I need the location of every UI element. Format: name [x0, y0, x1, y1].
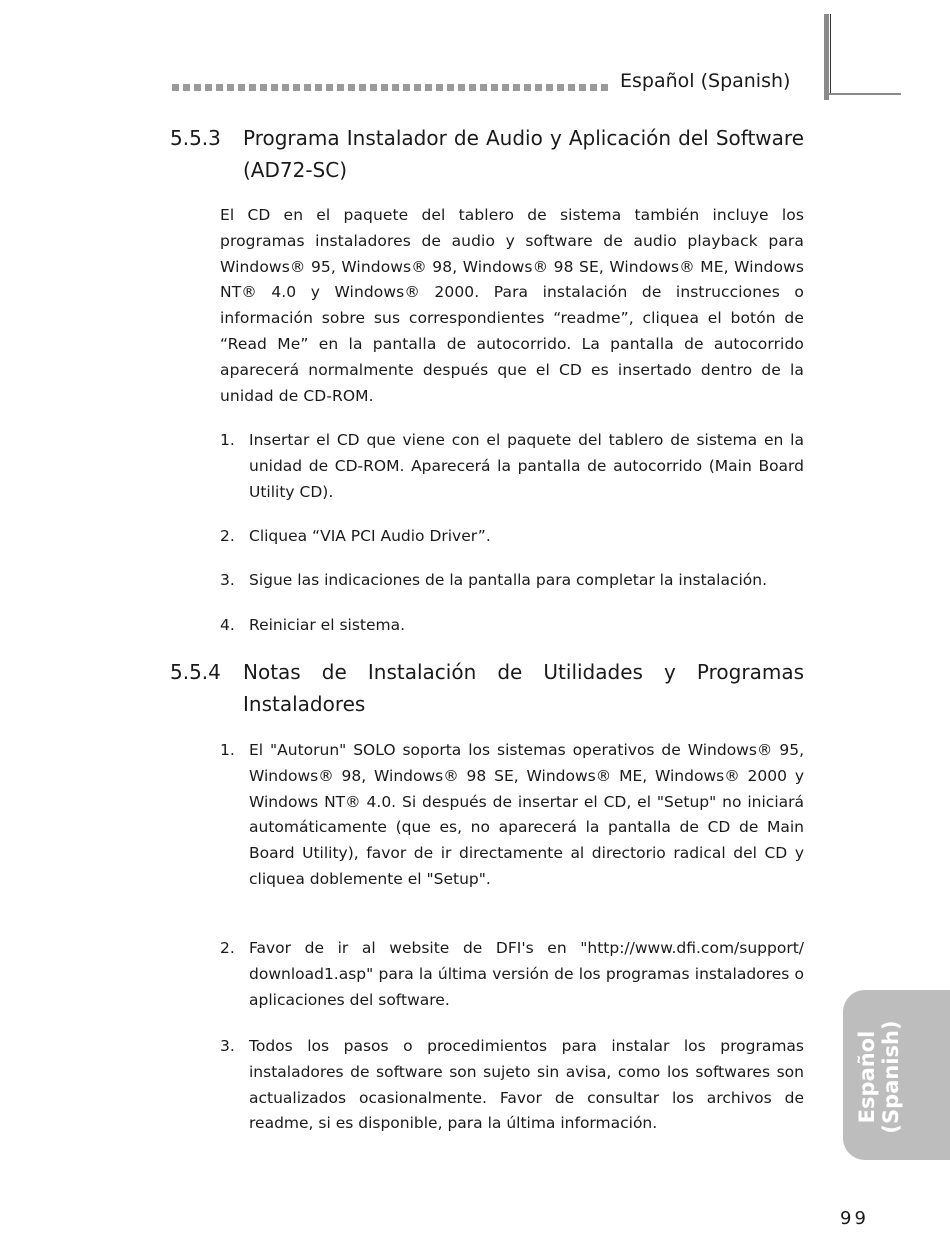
section-554-heading	[170, 656, 804, 720]
list-item	[220, 613, 804, 639]
list-item-text: Sigue las indicaciones de la pantalla para completar la instalación.	[249, 571, 768, 589]
side-tab-line2: (Spanish)	[879, 1020, 903, 1134]
corner-mark-vertical	[824, 14, 829, 100]
header-title: Español (Spanish)	[620, 70, 791, 92]
list-item-text: Cliquea “VIA PCI Audio Driver”.	[249, 527, 491, 545]
corner-mark-inner	[830, 14, 831, 94]
list-item	[220, 738, 804, 893]
section-554-number: 5.5.4	[170, 660, 221, 684]
side-tab-line1: Español	[855, 1030, 879, 1124]
list-item-number: 2.	[220, 527, 235, 545]
list-item-number: 3.	[220, 1037, 235, 1055]
list-item-text: Reiniciar el sistema.	[249, 616, 406, 634]
list-item-number: 1.	[220, 741, 235, 759]
section-553-heading	[170, 122, 804, 186]
list-item-text: El "Autorun" SOLO soporta los sistemas operativos de Windows® 95, Windows® 98, Windows® 98 SE, Windows® ME, Windows® 2000 y Windows NT® 4.0. Si después de insertar el CD, el "Setup" no iniciará automáticamente (que es, no aparecerá la pantalla de CD de Main Board Utility), favor de ir directamente al directorio radical del CD y cliquea doblemente el "Setup".	[249, 741, 804, 888]
section-553-intro: El CD en el paquete del tablero de sistema también incluye los programas instaladores de audio y software de audio playback para Windows® 95, Windows® 98, Windows® 98 SE, Windows® ME, Windows NT® 4.0 y Windows® 2000. Para instalación de instrucciones o información sobre sus correspondientes “readme”, cliquea el botón de “Read Me” en la pantalla de autocorrido. La pantalla de autocorrido aparecerá normalmente después que el CD es insertado dentro de la unidad de CD-ROM.	[220, 206, 804, 405]
corner-mark-horizontal	[829, 93, 901, 95]
section-554-title: Notas de Instalación de Utilidades y Programas Instaladores	[243, 660, 804, 716]
list-item-number: 1.	[220, 431, 235, 449]
list-item-number: 2.	[220, 939, 235, 957]
list-item-text: Insertar el CD que viene con el paquete del tablero de sistema en la unidad de CD-ROM. Aparecerá la pantalla de autocorrido (Main Board Utility CD).	[249, 431, 804, 501]
section-553-number: 5.5.3	[170, 126, 221, 150]
list-item-text: Favor de ir al website de DFI's en "http://www.dfi.com/support/ download1.asp" para la última versión de los programas instaladores o aplicaciones del software.	[249, 939, 804, 1009]
list-item-number: 3.	[220, 571, 235, 589]
list-item-number: 4.	[220, 616, 235, 634]
header-dot-rule	[172, 84, 608, 92]
list-item	[220, 1034, 804, 1137]
list-item	[220, 428, 804, 505]
list-item	[220, 524, 804, 550]
page-number: 99	[840, 1208, 869, 1229]
list-item-text: Todos los pasos o procedimientos para instalar los programas instaladores de software son sujeto sin avisa, como los softwares son actualizados ocasionalmente. Favor de consultar los archivos de readme, si es disponible, para la última información.	[249, 1037, 804, 1133]
list-item	[220, 936, 804, 1013]
section-553-title: Programa Instalador de Audio y Aplicación del Software (AD72-SC)	[243, 126, 804, 182]
language-side-tab-label	[855, 1002, 903, 1152]
list-item	[220, 568, 804, 594]
